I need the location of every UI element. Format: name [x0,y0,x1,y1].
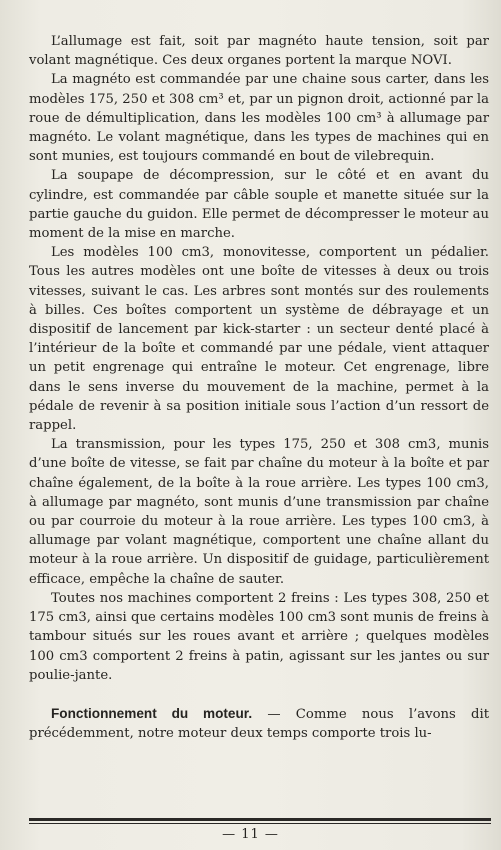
footer-rule-thick [29,818,491,821]
paragraph-decompression: La soupape de décompression, sur le côté et en avant du cylindre, est commandée par câble souple et manette située sur la partie gauche du guidon. Elle permet de décompresser le moteur au moment de la mise en marche. [29,168,489,242]
paragraph-transmission: La transmission, pour les types 175, 250 et 308 cm3, munis d’une boîte de vitesse, se fait par chaîne du moteur à la boîte et par chaîne également, de la boîte à la roue arrière. Les types 100 cm3, à allumage par magnéto, sont munis d’une transmission par chaîne ou par courroie du moteur à la roue arrière. Les types 100 cm3, à allumage par volant magnétique, comportent une chaîne allant du moteur à la roue arrière. Un dispositif de guidage, particulièrement efficace, empêche la chaîne de sauter. [29,437,489,587]
paragraph-gearbox: Les modèles 100 cm3, monovitesse, comportent un pédalier. Tous les autres modèles ont une boîte de vitesses à deux ou trois vitesses, suivant le cas. Les arbres sont montés sur des roulements à billes. Ces boîtes comportent un système de débrayage et un dispositif de lancement par kick-starter : un secteur denté placé à l’intérieur de la boîte et commandé par une pédale, vient attaquer un petit engrenage qui entraîne le moteur. Cet engrenage, libre dans le sens inverse du mouvement de la machine, permet à la pédale de revenir à sa position initiale sous l’action d’un ressort de rappel. [29,245,489,434]
paragraph-magneto: La magnéto est commandée par une chaine sous carter, dans les modèles 175, 250 et 308 cm³ et, par un pignon droit, actionné par la roue de démultiplication, dans les modèles 100 cm³ à allumage par magnéto. Le volant magnétique, dans les types de machines qui en sont munies, est toujours commandé en bout de vilebrequin. [29,72,489,165]
body-text [29,32,489,743]
section-engine [29,704,489,743]
paragraph-ignition: L’allumage est fait, soit par magnéto haute tension, soit par volant magnétique. Ces deux organes portent la marque NOVI. [29,34,489,69]
page-number: — 11 — [222,827,279,842]
section-text: — Comme nous l’avons dit précédemment, notre moteur deux temps comporte trois lu- [29,706,489,742]
footer-rule-thin [29,823,491,824]
paragraph-brakes: Toutes nos machines comportent 2 freins : Les types 308, 250 et 175 cm3, ainsi que certains modèles 100 cm3 sont munis de freins à tambour situés sur les roues avant et arrière ; quelques modèles 100 cm3 comportent 2 freins à patin, agissant sur les jantes ou sur poulie-jante. [29,590,489,683]
section-heading: Fonctionnement du moteur. [51,705,253,721]
